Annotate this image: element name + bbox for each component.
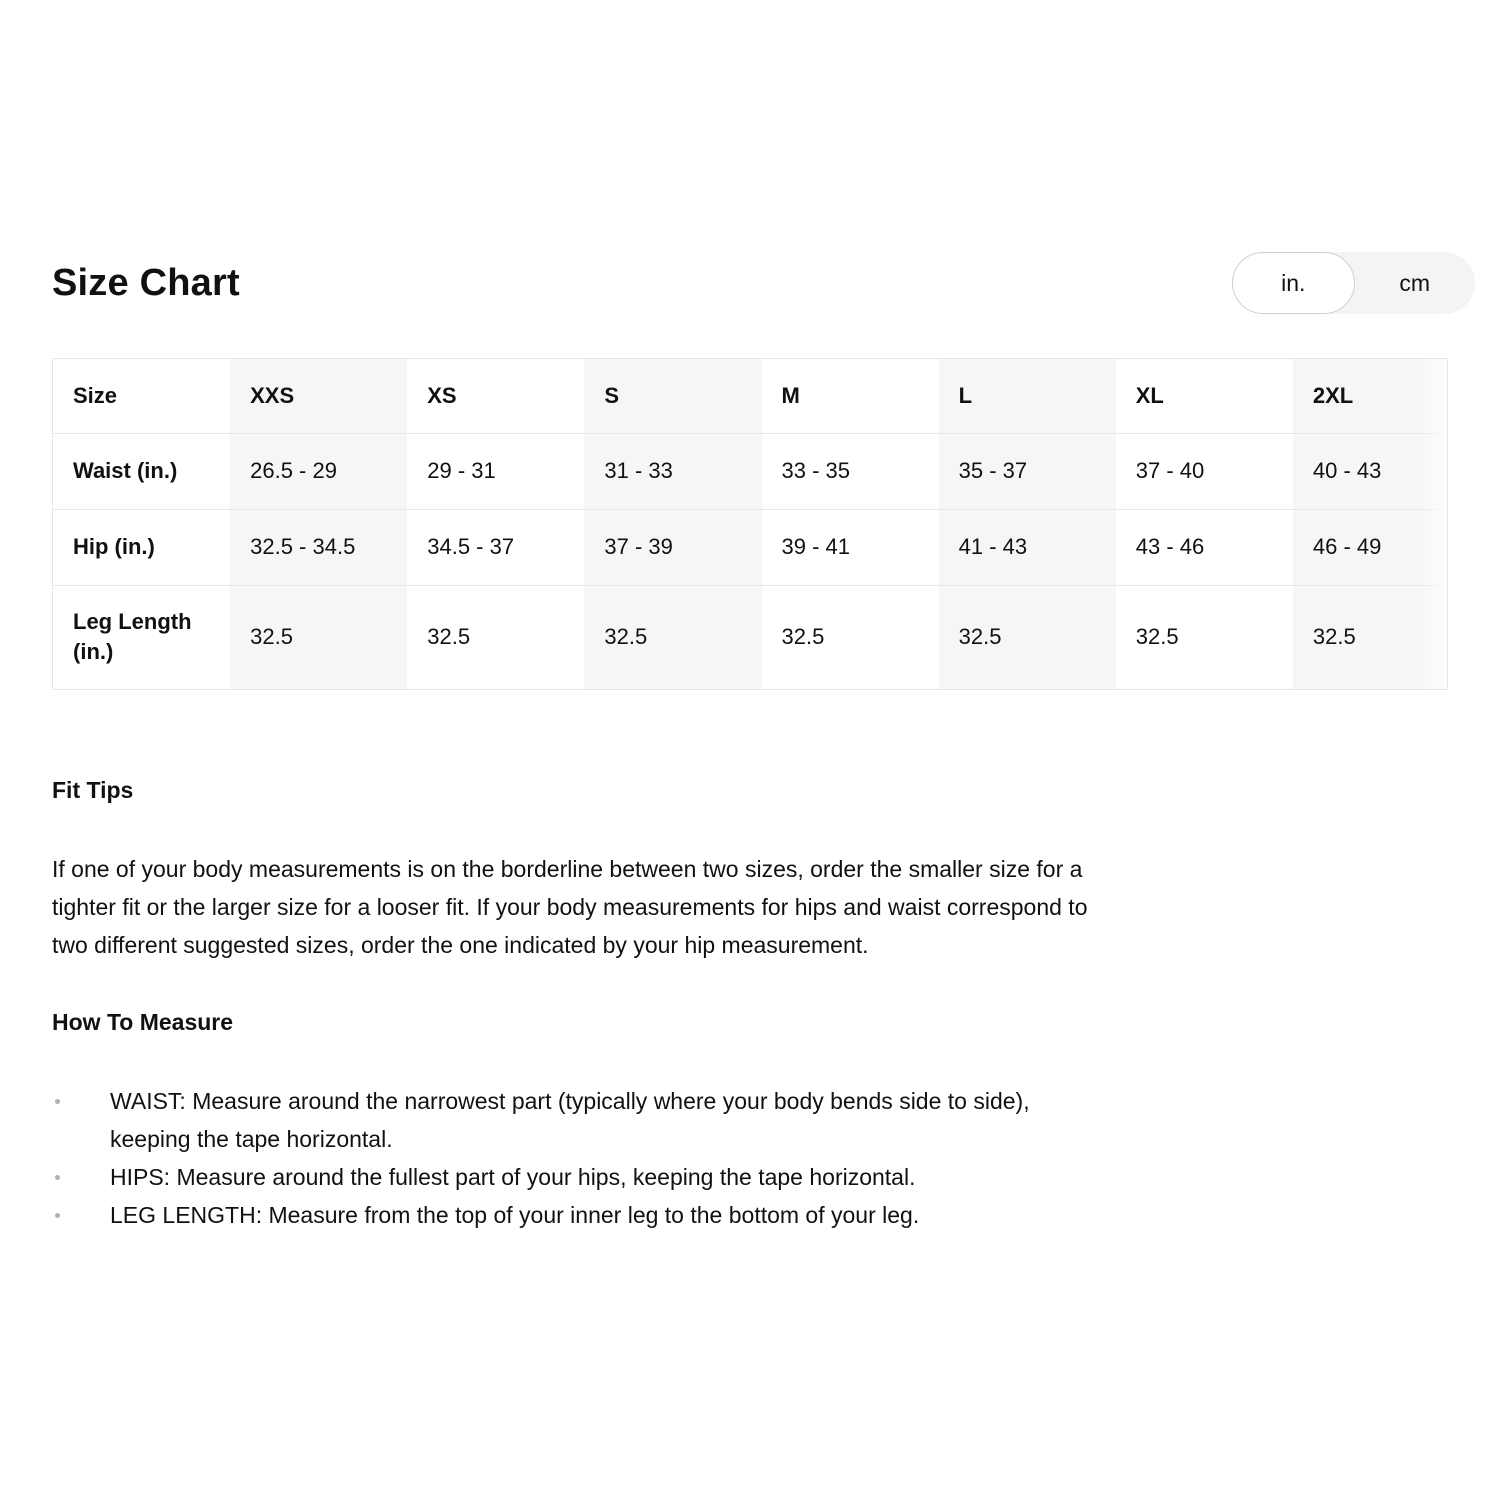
column-header-xs: XS <box>427 382 457 408</box>
waist-xl: 37 - 40 <box>1135 458 1205 483</box>
page-title: Size Chart <box>52 261 240 304</box>
measure-item-text: LEG LENGTH: Measure from the top of your inner leg to the bottom of your leg. <box>110 1202 920 1228</box>
measure-item-hips <box>52 1158 1448 1196</box>
measure-item-waist <box>52 1082 1448 1158</box>
header-row <box>52 252 1448 314</box>
fit-tips-body: If one of your body measurements is on the borderline between two sizes, order the smaller size for a tighter fit or the larger size for a looser fit. If your body measurements for hips and waist correspond to two different suggested sizes, order the one indicated by your hip measurement. <box>52 856 1088 958</box>
measure-item-leg-length <box>52 1196 1448 1234</box>
column-header-s: S <box>604 382 620 408</box>
leg-length-l: 32.5 <box>958 624 1002 650</box>
unit-toggle-inches[interactable]: in. <box>1232 252 1355 314</box>
leg-length-s: 32.5 <box>604 624 648 650</box>
table-header-row <box>53 359 1448 433</box>
column-header-l: L <box>958 382 973 408</box>
row-label-waist: Waist (in.) <box>73 458 178 483</box>
bullet-icon <box>55 1213 60 1218</box>
leg-length-xl: 32.5 <box>1135 624 1179 650</box>
leg-length-m: 32.5 <box>781 624 825 650</box>
column-header-size: Size <box>73 382 118 408</box>
table-row-waist <box>53 433 1448 509</box>
size-table-container <box>52 358 1448 690</box>
how-to-measure-list <box>52 1082 1448 1234</box>
waist-s: 31 - 33 <box>604 458 673 483</box>
waist-2xl: 40 - 43 <box>1312 458 1382 483</box>
fit-tips-heading: Fit Tips <box>52 777 134 803</box>
hip-xl: 43 - 46 <box>1135 534 1205 559</box>
hip-l: 41 - 43 <box>958 534 1028 559</box>
bullet-icon <box>55 1175 60 1180</box>
column-header-2xl: 2XL <box>1312 382 1354 408</box>
table-row-hip <box>53 509 1448 585</box>
bullet-icon <box>55 1099 60 1104</box>
measure-item-text: WAIST: Measure around the narrowest part (typically where your body bends side to side), keeping the tape horizontal. <box>110 1088 1030 1152</box>
leg-length-xs: 32.5 <box>427 624 471 650</box>
leg-length-2xl: 32.5 <box>1312 624 1356 650</box>
hip-m: 39 - 41 <box>781 534 850 559</box>
size-table <box>53 359 1448 689</box>
row-label-hip: Hip (in.) <box>73 534 155 559</box>
column-header-xl: XL <box>1135 382 1164 408</box>
measure-item-text: HIPS: Measure around the fullest part of your hips, keeping the tape horizontal. <box>110 1164 916 1190</box>
table-row-leg-length <box>53 585 1448 689</box>
row-label-leg-length: Leg Length (in.) <box>73 609 192 665</box>
waist-xs: 29 - 31 <box>427 458 496 483</box>
waist-m: 33 - 35 <box>781 458 850 483</box>
column-header-m: M <box>781 382 800 408</box>
unit-toggle <box>1232 252 1475 314</box>
leg-length-xxs: 32.5 <box>250 624 293 650</box>
waist-xxs: 26.5 - 29 <box>250 458 337 483</box>
column-header-xxs: XXS <box>250 382 295 408</box>
hip-s: 37 - 39 <box>604 534 673 559</box>
hip-2xl: 46 - 49 <box>1312 534 1382 559</box>
waist-l: 35 - 37 <box>958 458 1028 483</box>
hip-xs: 34.5 - 37 <box>427 534 515 559</box>
how-to-measure-heading: How To Measure <box>52 1009 234 1035</box>
hip-xxs: 32.5 - 34.5 <box>250 534 356 559</box>
unit-toggle-centimeters[interactable]: cm <box>1399 269 1431 296</box>
